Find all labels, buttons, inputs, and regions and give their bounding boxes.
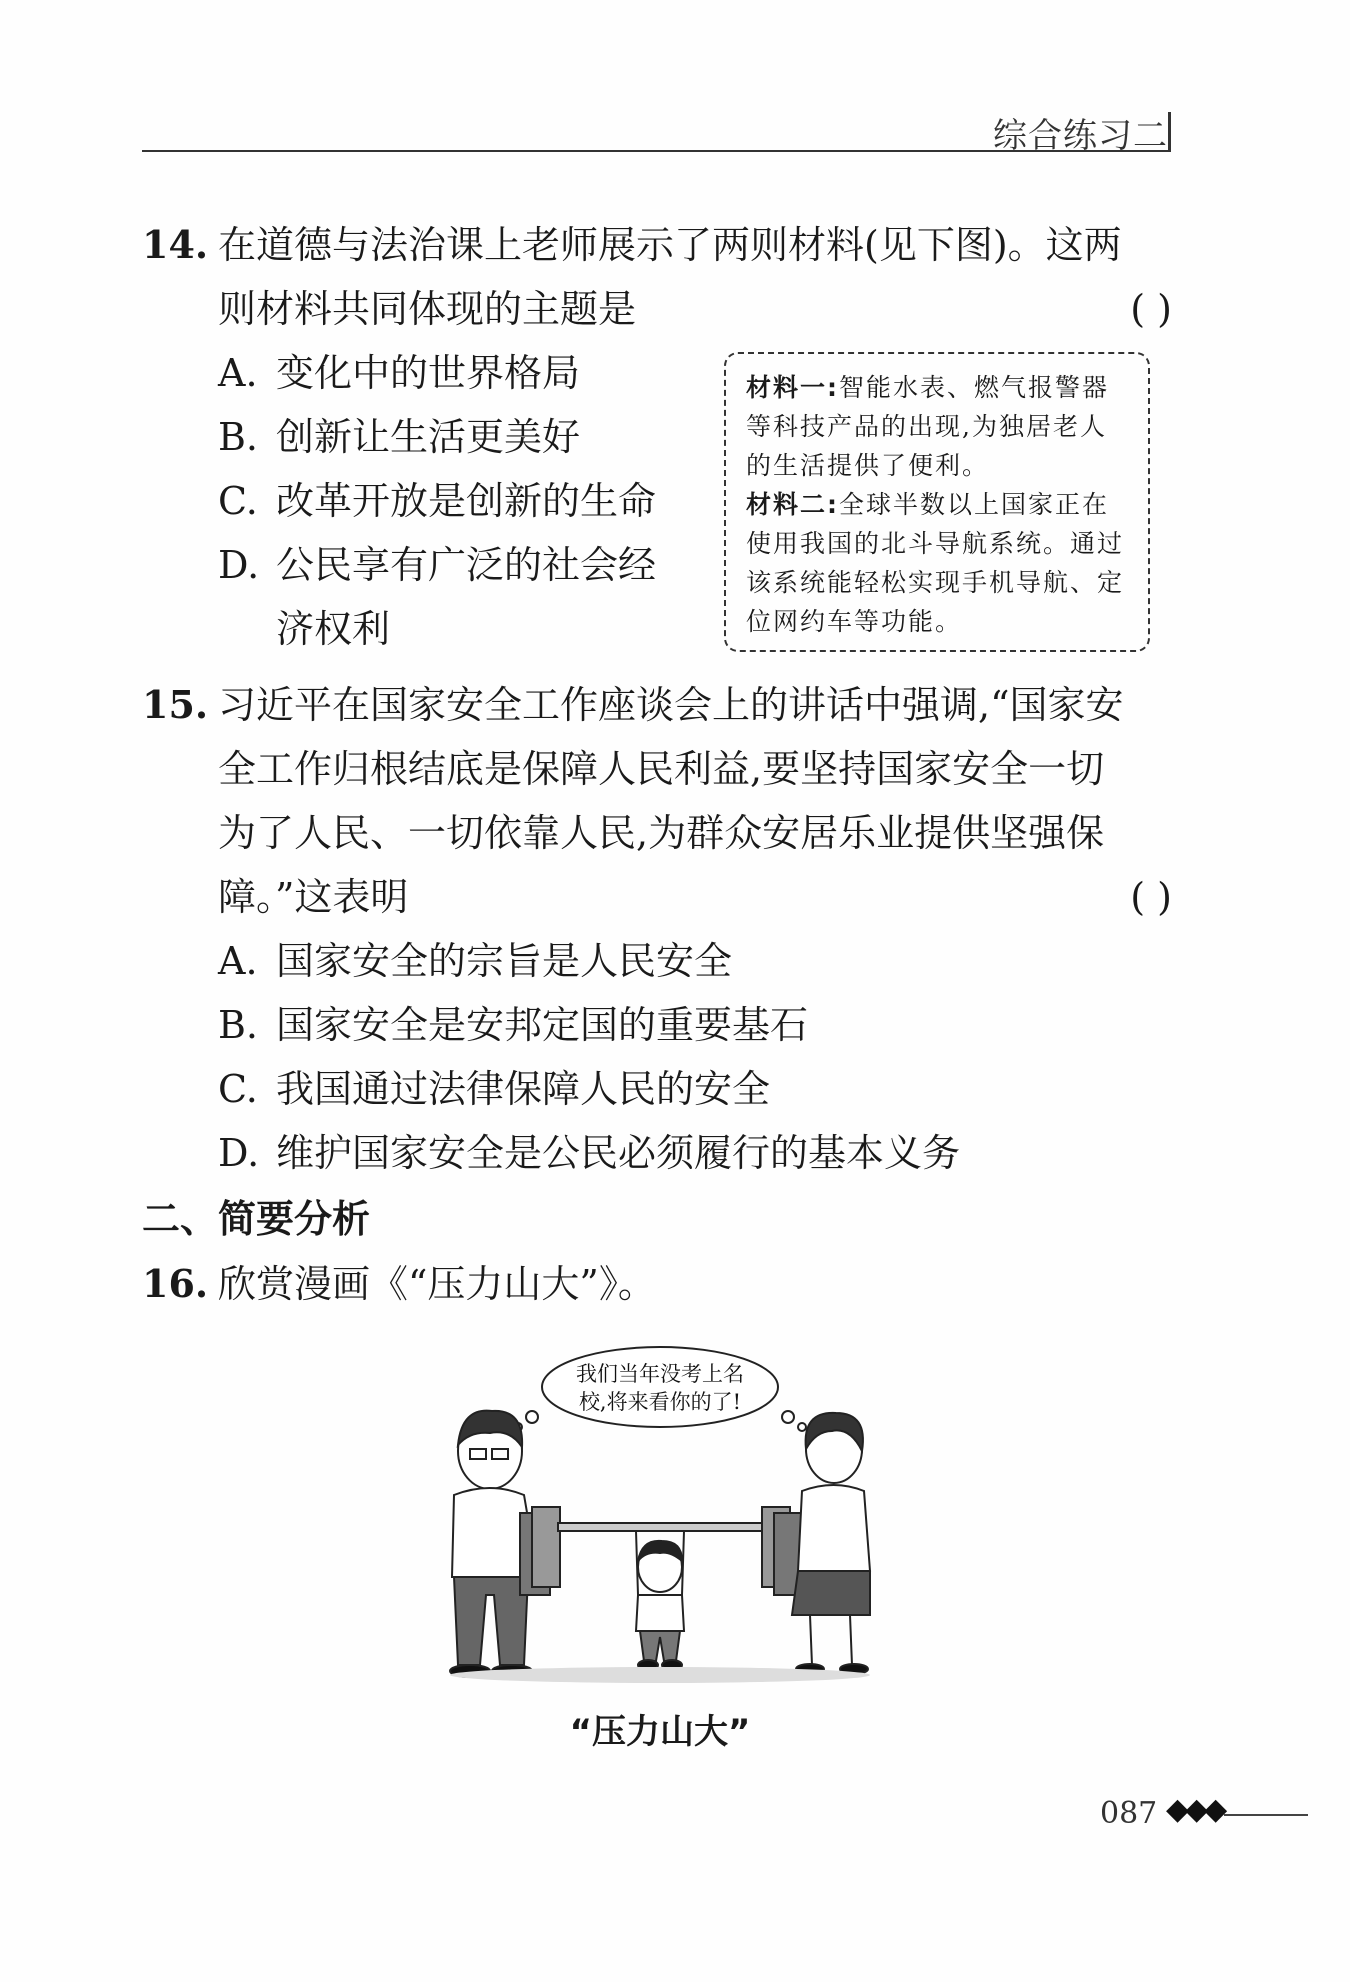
mother-figure	[792, 1413, 870, 1674]
material-label: 材料一:	[746, 373, 839, 402]
option-letter: D.	[218, 543, 260, 587]
option-text: 创新让生活更美好	[276, 415, 581, 459]
barbell-bar	[558, 1523, 764, 1531]
option-letter: C.	[218, 479, 258, 523]
option-text: 改革开放是创新的生命	[276, 479, 657, 523]
stem-line: 习近平在国家安全工作座谈会上的讲话中强调,“国家安	[218, 683, 1124, 727]
header-rule	[142, 150, 1170, 152]
stem-text: 障。”这表明	[218, 875, 409, 919]
question-stem	[218, 1252, 1172, 1316]
question-number: 15.	[142, 682, 209, 727]
answer-blank: ( )	[1130, 287, 1172, 331]
speech-line: 我们当年没考上名	[576, 1362, 744, 1386]
material-label: 材料二:	[746, 490, 839, 519]
question-15	[142, 673, 1172, 1185]
option-text: 我国通过法律保障人民的安全	[276, 1067, 771, 1111]
stem-line: 在道德与法治课上老师展示了两则材料(见下图)。这两	[218, 223, 1122, 267]
option-c	[218, 469, 656, 533]
option-text: 公民享有广泛的社会经	[276, 543, 657, 587]
stem-line	[218, 277, 1172, 341]
option-letter: D.	[218, 1131, 260, 1175]
question-16	[142, 1252, 1172, 1316]
material-2	[746, 485, 1130, 641]
option-d	[218, 1121, 960, 1185]
option-text: 维护国家安全是公民必须履行的基本义务	[276, 1131, 961, 1175]
question-number: 16.	[142, 1261, 209, 1306]
header-divider	[1168, 112, 1171, 152]
answer-blank: ( )	[1130, 875, 1172, 919]
option-letter: A.	[218, 939, 258, 983]
page-number: 087	[1100, 1796, 1158, 1831]
option-d	[218, 533, 656, 597]
option-text: 国家安全是安邦定国的重要基石	[276, 1003, 809, 1047]
book-stack-left	[520, 1507, 560, 1595]
stem-line: 欣赏漫画《“压力山大”》。	[218, 1262, 656, 1306]
materials-box	[724, 352, 1150, 652]
child-figure	[636, 1531, 684, 1670]
option-letter: B.	[218, 1003, 259, 1047]
material-text: 全球半数以上国家正在使用我国的北斗导航系统。通过该系统能轻松实现手机导航、定位网约车等功能。	[746, 490, 1125, 636]
footer-rule	[1224, 1814, 1308, 1816]
stem-line: 为了人民、一切依靠人民,为群众安居乐业提供坚强保	[218, 811, 1105, 855]
section-heading: 二、简要分析	[142, 1197, 371, 1241]
running-header-title: 综合练习二	[993, 116, 1168, 156]
stem-line: 全工作归根结底是保障人民利益,要坚持国家安全一切	[218, 747, 1105, 791]
stem-text: 则材料共同体现的主题是	[218, 287, 637, 331]
material-text: 智能水表、燃气报警器等科技产品的出现,为独居老人的生活提供了便利。	[746, 373, 1110, 480]
speech-bubble	[542, 1347, 778, 1427]
question-stem	[218, 673, 1172, 929]
option-letter: C.	[218, 1067, 258, 1111]
question-number: 14.	[142, 222, 209, 267]
option-b	[218, 993, 808, 1057]
speech-line: 校,将来看你的了!	[578, 1390, 742, 1414]
option-letter: B.	[218, 415, 259, 459]
material-1	[746, 368, 1130, 485]
option-b	[218, 405, 580, 469]
option-text: 济权利	[276, 607, 391, 651]
diamond-ornament: ◆◆◆	[1166, 1792, 1224, 1827]
option-a	[218, 341, 580, 405]
option-text: 变化中的世界格局	[276, 351, 581, 395]
option-letter: A.	[218, 351, 258, 395]
stem-line	[218, 865, 1172, 929]
cartoon-caption: “压力山大”	[569, 1712, 751, 1752]
option-text: 国家安全的宗旨是人民安全	[276, 939, 733, 983]
option-a	[218, 929, 732, 993]
option-d-continued	[276, 597, 390, 661]
question-stem	[218, 213, 1172, 341]
option-c	[218, 1057, 770, 1121]
cartoon-illustration	[440, 1345, 880, 1685]
